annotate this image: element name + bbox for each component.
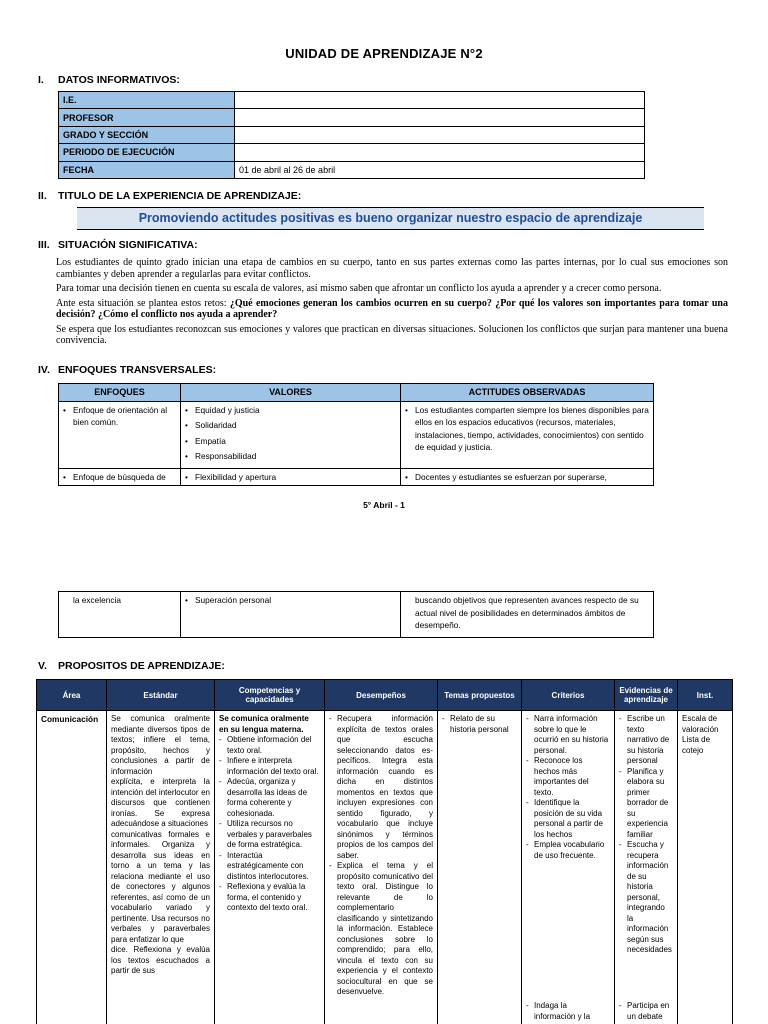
section-situacion-heading	[38, 239, 198, 251]
situacion-retos-intro: Ante esta situación se plantea estos retos:	[56, 297, 230, 309]
table-row	[59, 92, 645, 109]
situacion-paragraph	[56, 298, 728, 321]
list-item: • Empatía	[185, 435, 396, 448]
table-row	[59, 592, 654, 638]
list-item: - Adecúa, organiza y desarrolla las ideas de forma coherente y cohesionada.	[219, 777, 320, 819]
table-row	[37, 711, 733, 1024]
list-item: - Escucha y recupera información de su historia personal, integrando la información según sus necesidades	[619, 840, 673, 956]
list-item: - Participa en un debate	[619, 1001, 673, 1022]
list-item: • Enfoque de orientación al bien común.	[63, 404, 176, 429]
list-item: - Escribe un texto narrativo de su historia personal	[619, 714, 673, 767]
table-row	[59, 401, 654, 468]
list-item: - Utiliza recursos no verbales y paraverbales de forma estratégica.	[219, 819, 320, 851]
enfoques-table-continued	[58, 591, 654, 638]
column-header: Criterios	[522, 680, 615, 711]
situacion-paragraph: Se espera que los estudiantes reconozcan sus emociones y valores que practican en diversas situaciones. Solucionen los conflictos que surjan para mantener una buena convivencia.	[56, 323, 728, 346]
estandar-text: comunicativas formales e informales. Organiza y desarrolla sus ideas en torno a un tema y las relaciona mediante el uso de conectores y algunos referentes, así como de un vocabulario variado y pertinente. Usa recursos no verbales y paraverbales para enfatizar lo que	[111, 829, 210, 944]
list-item: - Infiere e interpreta información del texto oral.	[219, 756, 320, 777]
list-item: - Relato de su historia personal	[442, 714, 517, 735]
experiencia-title: Promoviendo actitudes positivas es bueno organizar nuestro espacio de aprendizaje	[77, 207, 704, 230]
list-item: • Equidad y justicia	[185, 404, 396, 417]
list-item: - Planifica y elabora su primer borrador de su experiencia familiar	[619, 767, 673, 841]
list-item: • Responsabilidad	[185, 450, 396, 463]
table-row	[59, 109, 645, 126]
enfoques-header: ENFOQUES	[59, 384, 181, 402]
datos-value[interactable]	[235, 109, 645, 126]
enfoque-cell: la excelencia	[59, 592, 181, 638]
valores-cell	[181, 592, 401, 638]
list-item: - Reconoce los hechos más importantes del texto.	[526, 756, 610, 798]
datos-value[interactable]	[235, 144, 645, 161]
column-header: Inst.	[678, 680, 733, 711]
section-enfoques-heading	[38, 364, 216, 376]
list-item: - Explica el tema y el propósito comunicativo del texto oral. Distingue lo relevante de lo complementario clasificando y sintetizando la información. Establece conclusiones sobre lo comprendido; para ello, vincula el texto con su experiencia y el contexto sociocultural en que se desenvuelve.	[329, 861, 433, 998]
table-row	[59, 468, 654, 486]
valores-cell	[181, 468, 401, 486]
list-item: - Reflexiona y evalúa la forma, el contenido y contexto del texto oral.	[219, 882, 320, 914]
temas-cell	[438, 711, 522, 1024]
list-item: - Indaga la información y la	[526, 1001, 610, 1022]
section-datos-heading	[38, 74, 180, 86]
desempenos-cell	[325, 711, 438, 1024]
column-header: Temas propuestos	[438, 680, 522, 711]
page-title: UNIDAD DE APRENDIZAJE N°2	[285, 46, 483, 61]
list-item: Lista de cotejo	[682, 735, 711, 755]
section-titulo-heading	[38, 190, 301, 202]
table-row	[59, 161, 645, 178]
datos-label: I.E.	[59, 92, 235, 109]
list-item: - Interactúa estratégicamente con distintos interlocutores.	[219, 851, 320, 883]
enfoque-cell	[59, 468, 181, 486]
situacion-paragraph: Para tomar una decisión tienen en cuenta su escala de valores, así mismo saben que afrontar un conflicto los ayuda a aprender y a crecer como persona.	[56, 283, 662, 294]
enfoque-cell	[59, 401, 181, 468]
section-label: PROPOSITOS DE APRENDIZAJE:	[58, 660, 225, 672]
actitudes-header: ACTITUDES OBSERVADAS	[401, 384, 654, 402]
datos-table	[58, 91, 645, 179]
list-item: • Solidaridad	[185, 419, 396, 432]
section-label: ENFOQUES TRANSVERSALES:	[58, 364, 217, 376]
column-header: Estándar	[107, 680, 215, 711]
estandar-text: Se comunica oralmente mediante diversos tipos de textos; infiere el tema, propósito, hechos y conclusiones a partir de información	[111, 714, 210, 776]
column-header: Desempeños	[325, 680, 438, 711]
column-header: Área	[37, 680, 107, 711]
section-number: II.	[38, 190, 47, 202]
estandar-cell	[107, 711, 215, 1024]
table-row	[59, 144, 645, 161]
datos-value[interactable]: 01 de abril al 26 de abril	[235, 161, 645, 178]
datos-value[interactable]	[235, 92, 645, 109]
list-item: - Obtiene información del texto oral.	[219, 735, 320, 756]
competencias-cell	[215, 711, 325, 1024]
datos-value[interactable]	[235, 126, 645, 143]
list-item: - Identifique la posición de su vida personal a partir de los hechos	[526, 798, 610, 840]
datos-label: PROFESOR	[59, 109, 235, 126]
table-header-row	[37, 680, 733, 711]
inst-cell	[678, 711, 733, 1024]
datos-label: PERIODO DE EJECUCIÓN	[59, 144, 235, 161]
valores-cell	[181, 401, 401, 468]
area-cell: Comunicación	[37, 711, 107, 1024]
list-item: - Emplea vocabulario de uso frecuente.	[526, 840, 610, 861]
valores-header: VALORES	[181, 384, 401, 402]
competencia-title: Se comunica oralmente en su lengua materna.	[219, 714, 309, 734]
datos-label: GRADO Y SECCIÓN	[59, 126, 235, 143]
situacion-text	[56, 257, 728, 350]
estandar-text: explícita, e interpreta la intención del interlocutor en discursos que contienen ironías. Se expresa adecuándose a situaciones	[111, 777, 210, 828]
table-header-row	[59, 384, 654, 402]
situacion-retos: ¿Qué emociones generan los cambios ocurren en su cuerpo? ¿Por qué los valores son importantes para tomar una decisión? ¿Cómo el conflicto nos ayuda a aprender?	[56, 297, 728, 320]
column-header: Evidencias de aprendizaje	[615, 680, 678, 711]
section-label: DATOS INFORMATIVOS:	[58, 74, 180, 86]
section-number: IV.	[38, 364, 50, 376]
actitud-cell: buscando objetivos que representen avances respecto de su actual nivel de posibilidades en determinados ámbitos de desempeño.	[401, 592, 654, 638]
list-item: - Narra información sobre lo que le ocurrió en su historia personal.	[526, 714, 610, 756]
list-item: • Los estudiantes comparten siempre los bienes disponibles para ellos en los espacios educativos (recursos, materiales, instalaciones, tiempo, actividades, conocimientos) con sentido de equidad y justicia.	[405, 404, 649, 454]
enfoques-table	[58, 383, 654, 486]
section-number: V.	[38, 660, 47, 672]
list-item: • Docentes y estudiantes se esfuerzan por superarse,	[405, 471, 649, 484]
estandar-text: dice. Reflexiona y evalúa los textos escuchados a partir de sus	[111, 945, 210, 975]
section-label: TITULO DE LA EXPERIENCIA DE APRENDIZAJE:	[58, 190, 302, 202]
section-label: SITUACIÓN SIGNIFICATIVA:	[58, 239, 198, 251]
evidencias-cell	[615, 711, 678, 1024]
list-item: Escala de valoración	[682, 714, 719, 734]
page-footer: 5° Abril - 1	[363, 500, 405, 510]
criterios-cell	[522, 711, 615, 1024]
table-row	[59, 126, 645, 143]
actitud-cell	[401, 468, 654, 486]
section-propositos-heading	[38, 660, 225, 672]
actitud-cell	[401, 401, 654, 468]
column-header: Competencias y capacidades	[215, 680, 325, 711]
list-item: • Enfoque de búsqueda de	[63, 471, 176, 484]
list-item: • Flexibilidad y apertura	[185, 471, 396, 484]
list-item: • Superación personal	[185, 594, 396, 607]
propositos-table	[36, 679, 733, 1024]
section-number: III.	[38, 239, 50, 251]
datos-label: FECHA	[59, 161, 235, 178]
section-number: I.	[38, 74, 44, 86]
list-item: - Recupera información explícita de textos orales que escucha seleccionando datos es-pecíficos. Integra esta información cuando es dicha en distintos momentos en textos que incluyen expresiones con sentido figurado, y vocabulario que incluye sinónimos y términos propios de los campos del saber.	[329, 714, 433, 861]
situacion-paragraph: Los estudiantes de quinto grado inician una etapa de cambios en su cuerpo, tanto en sus partes externas como las partes internas, por lo cual sus emociones son cambiantes y deben aprender a regularlas para evitar conflictos.	[56, 257, 728, 280]
